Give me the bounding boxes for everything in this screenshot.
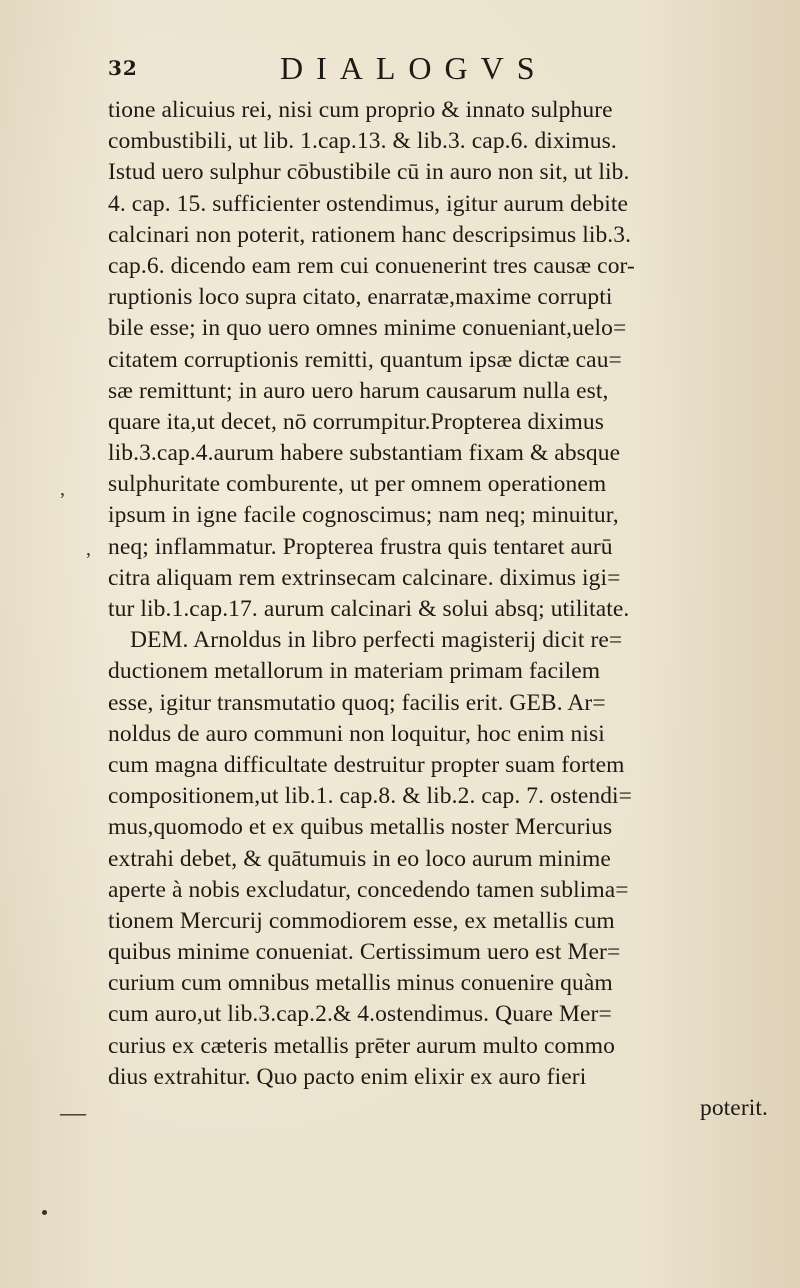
margin-tick-mark: , — [86, 538, 91, 560]
text-line: ipsum in igne facile cognoscimus; nam neq; minuitur, — [108, 502, 619, 529]
text-line: citra aliquam rem extrinsecam calcinare. diximus igi= — [108, 564, 621, 591]
text-line: curium cum omnibus metallis minus conuenire quàm — [108, 970, 613, 997]
text-line: cum magna difficultate destruitur propter suam fortem — [108, 751, 625, 778]
margin-dash-mark: — — [60, 1098, 86, 1127]
text-line: ductionem metallorum in materiam primam facilem — [108, 658, 601, 685]
page-number: 32 — [108, 56, 138, 80]
text-line: quibus minime conueniat. Certissimum uero est Mer= — [108, 939, 621, 966]
text-line: tione alicuius rei, nisi cum proprio & innato sulphure — [108, 97, 613, 123]
text-line: mus,quomodo et ex quibus metallis noster Mercurius — [108, 814, 613, 841]
text-line: compositionem,ut lib.1. cap.8. & lib.2. cap. 7. ostendi= — [108, 783, 633, 810]
text-line: sulphuritate comburente, ut per omnem operationem — [108, 471, 607, 498]
body-text — [108, 95, 768, 1124]
text-line: tionem Mercurij commodiorem esse, ex metallis cum — [108, 907, 615, 934]
text-line: Istud uero sulphur cōbustibile cū in auro non sit, ut lib. — [108, 159, 630, 186]
text-line: calcinari non poterit, rationem hanc descripsimus lib.3. — [108, 221, 632, 248]
text-line: DEM. Arnoldus in libro perfecti magisterij dicit re= — [130, 627, 623, 654]
text-line: esse, igitur transmutatio quoq; facilis erit. GEB. Ar= — [108, 689, 606, 716]
text-line: sæ remittunt; in auro uero harum causarum nulla est, — [108, 377, 609, 404]
text-line: curius ex cæteris metallis prēter aurum multo commo — [108, 1032, 615, 1059]
text-line: 4. cap. 15. sufficienter ostendimus, igitur aurum debite — [108, 190, 629, 217]
text-line: aperte à nobis excludatur, concedendo tamen sublima= — [108, 876, 629, 903]
text-line: tur lib.1.cap.17. aurum calcinari & solui absq; utilitate. — [108, 596, 630, 622]
text-line: bile esse; in quo uero omnes minime conueniant,uelo= — [108, 315, 627, 342]
text-line: dius extrahitur. Quo pacto enim elixir ex auro fieri — [108, 1063, 587, 1090]
text-line: lib.3.cap.4.aurum habere substantiam fixam & absque — [108, 440, 621, 467]
text-line: noldus de auro communi non loquitur, hoc enim nisi — [108, 720, 605, 747]
text-line: combustibili, ut lib. 1.cap.13. & lib.3. cap.6. diximus. — [108, 128, 617, 155]
running-title: DIALOGVS — [280, 50, 548, 86]
text-line: cum auro,ut lib.3.cap.2.& 4.ostendimus. Quare Mer= — [108, 1001, 612, 1028]
ink-speck — [42, 1210, 47, 1215]
text-line: ruptionis loco supra citato, enarratæ,maxime corrupti — [108, 284, 613, 311]
text-line: citatem corruptionis remitti, quantum ipsæ dictæ cau= — [108, 346, 622, 373]
text-line: quare ita,ut decet, nō corrumpitur.Propterea diximus — [108, 408, 604, 435]
text-line: extrahi debet, & quātumuis in eo loco aurum minime — [108, 845, 611, 872]
text-line: cap.6. dicendo eam rem cui conuenerint tres causæ cor- — [108, 252, 635, 279]
catchword: poterit. — [699, 1095, 768, 1121]
text-line: neq; inflammatur. Propterea frustra quis tentaret aurū — [108, 533, 613, 560]
margin-tick-mark: , — [60, 478, 65, 500]
